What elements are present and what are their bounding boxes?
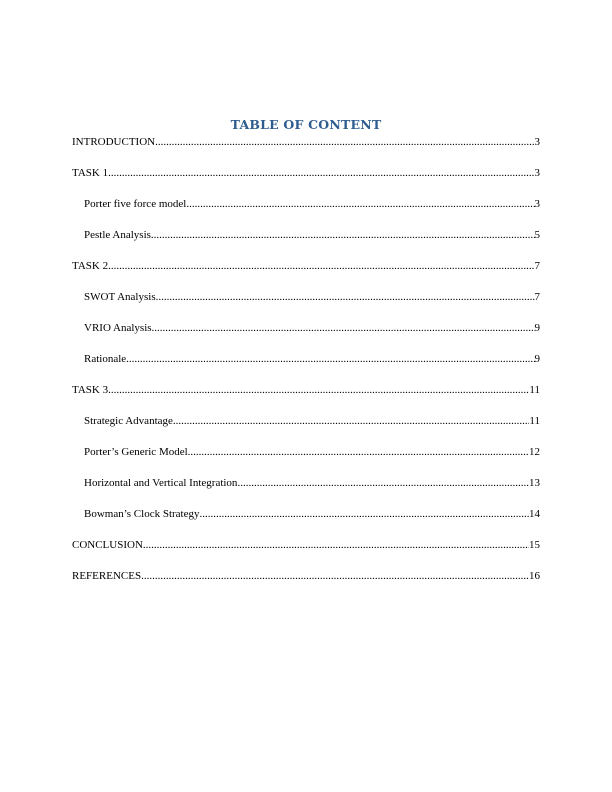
toc-entry-page: 5 (534, 229, 540, 241)
toc-entry-page: 11 (529, 415, 540, 427)
toc-entry-page: 9 (534, 322, 540, 334)
toc-entry-label: CONCLUSION (72, 539, 143, 551)
toc-dot-leader (108, 384, 529, 397)
toc-dot-leader (151, 229, 535, 242)
toc-entry-page: 3 (534, 136, 540, 148)
toc-entry-porter-five-force-model[interactable] (72, 198, 540, 229)
toc-entry-strategic-advantage[interactable] (72, 415, 540, 446)
toc-entry-label: INTRODUCTION (72, 136, 156, 148)
toc-dot-leader (186, 198, 534, 211)
toc-entry-label: Horizontal and Vertical Integration (84, 477, 238, 489)
toc-entry-page: 7 (534, 291, 540, 303)
toc-dot-leader (143, 539, 529, 552)
toc-dot-leader (156, 291, 535, 304)
toc-entry-task-3[interactable] (72, 384, 540, 415)
toc-entry-label: Pestle Analysis (84, 229, 151, 241)
toc-dot-leader (141, 570, 529, 583)
toc-title: TABLE OF CONTENT (230, 117, 382, 132)
toc-entry-rationale[interactable] (72, 353, 540, 384)
toc-entry-label: TASK 3 (72, 384, 109, 396)
toc-entry-page: 12 (529, 446, 540, 458)
toc-entry-page: 7 (534, 260, 540, 272)
toc-entry-references[interactable] (72, 570, 540, 601)
toc-entry-label: REFERENCES (72, 570, 142, 582)
toc-entry-label: Strategic Advantage (84, 415, 173, 427)
toc-entry-page: 11 (529, 384, 540, 396)
toc-entry-label: TASK 1 (72, 167, 109, 179)
toc-entry-label: Porter five force model (84, 198, 187, 210)
toc-entry-page: 16 (529, 570, 540, 582)
toc-entry-horizontal-vertical-integration[interactable] (72, 477, 540, 508)
toc-entry-label: Porter’s Generic Model (84, 446, 188, 458)
toc-entry-label: VRIO Analysis (84, 322, 152, 334)
toc-entry-page: 9 (534, 353, 540, 365)
toc-entry-page: 13 (529, 477, 540, 489)
toc-entry-label: Bowman’s Clock Strategy (84, 508, 200, 520)
toc-entry-page: 14 (529, 508, 540, 520)
toc-dot-leader (155, 136, 534, 149)
toc-entry-porters-generic-model[interactable] (72, 446, 540, 477)
toc-entry-swot-analysis[interactable] (72, 291, 540, 322)
toc-dot-leader (152, 322, 535, 335)
toc-dot-leader (237, 477, 529, 490)
toc-dot-leader (108, 167, 534, 180)
toc-entry-page: 3 (534, 198, 540, 210)
toc-entry-bowmans-clock-strategy[interactable] (72, 508, 540, 539)
toc-dot-leader (108, 260, 534, 273)
toc-entry-task-2[interactable] (72, 260, 540, 291)
toc-entry-label: TASK 2 (72, 260, 109, 272)
toc-dot-leader (173, 415, 530, 428)
toc-entry-task-1[interactable] (72, 167, 540, 198)
toc-entry-page: 15 (529, 539, 540, 551)
toc-entry-pestle-analysis[interactable] (72, 229, 540, 260)
toc-dot-leader (126, 353, 534, 366)
toc-dot-leader (188, 446, 529, 459)
toc-entry-vrio-analysis[interactable] (72, 322, 540, 353)
toc-entry-page: 3 (534, 167, 540, 179)
toc-list (72, 136, 540, 601)
toc-entry-label: Rationale (84, 353, 127, 365)
toc-entry-conclusion[interactable] (72, 539, 540, 570)
toc-entry-introduction[interactable] (72, 136, 540, 167)
toc-dot-leader (200, 508, 530, 521)
toc-entry-label: SWOT Analysis (84, 291, 156, 303)
